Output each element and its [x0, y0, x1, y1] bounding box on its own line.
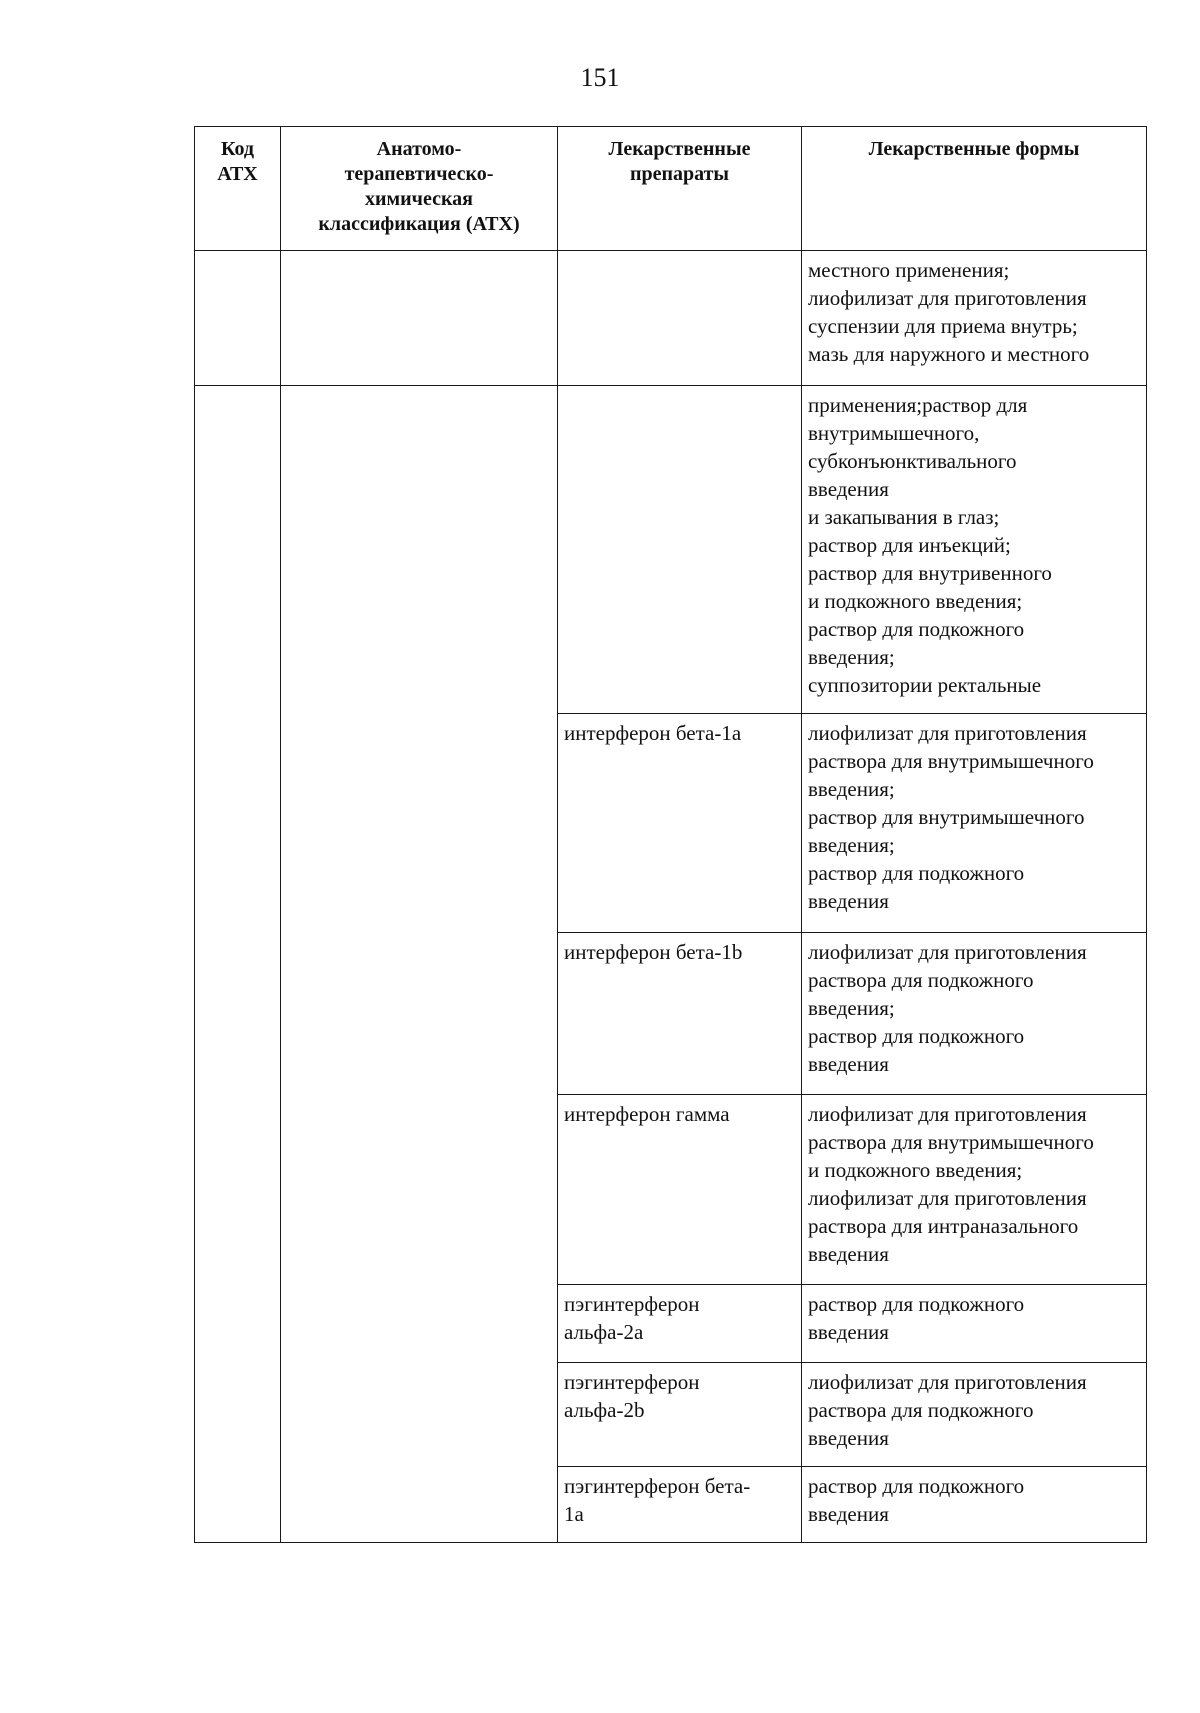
- classification-cell: [281, 386, 558, 714]
- header-code-atx: Код АТХ: [195, 127, 281, 251]
- code-cell: [195, 1285, 281, 1363]
- table-row: [195, 386, 1147, 714]
- drug-cell: пэгинтерферон бета- 1a: [558, 1467, 802, 1543]
- classification-cell: [281, 933, 558, 1095]
- drug-cell: [558, 251, 802, 386]
- drug-cell: интерферон бета-1a: [558, 714, 802, 933]
- forms-cell: лиофилизат для приготовления раствора для подкожного введения: [802, 1363, 1147, 1467]
- code-cell: [195, 1095, 281, 1285]
- table-row: [195, 1095, 1147, 1285]
- table-row: [195, 1363, 1147, 1467]
- table-row: [195, 251, 1147, 386]
- header-drugs: Лекарственные препараты: [558, 127, 802, 251]
- classification-cell: [281, 1285, 558, 1363]
- forms-cell: раствор для подкожного введения: [802, 1285, 1147, 1363]
- table-row: [195, 1285, 1147, 1363]
- table-row: [195, 1467, 1147, 1543]
- forms-cell: лиофилизат для приготовления раствора для подкожного введения; раствор для подкожного введения: [802, 933, 1147, 1095]
- forms-cell: местного применения; лиофилизат для приготовления суспензии для приема внутрь; мазь для наружного и местного: [802, 251, 1147, 386]
- classification-cell: [281, 251, 558, 386]
- classification-cell: [281, 1095, 558, 1285]
- code-cell: [195, 714, 281, 933]
- classification-cell: [281, 1467, 558, 1543]
- table-row: [195, 714, 1147, 933]
- drug-cell: пэгинтерферон альфа-2a: [558, 1285, 802, 1363]
- page-number: 151: [580, 63, 620, 92]
- forms-cell: раствор для подкожного введения: [802, 1467, 1147, 1543]
- code-cell: [195, 1467, 281, 1543]
- header-dosage-forms: Лекарственные формы: [802, 127, 1147, 251]
- forms-cell: лиофилизат для приготовления раствора для внутримышечного введения; раствор для внутримышечного введения; раствор для подкожного введения: [802, 714, 1147, 933]
- header-atx-classification: Анатомо- терапевтическо- химическая классификация (АТХ): [281, 127, 558, 251]
- drug-cell: [558, 386, 802, 714]
- drug-cell: пэгинтерферон альфа-2b: [558, 1363, 802, 1467]
- code-cell: [195, 1363, 281, 1467]
- drug-cell: интерферон гамма: [558, 1095, 802, 1285]
- classification-cell: [281, 714, 558, 933]
- table-row: [195, 933, 1147, 1095]
- drug-cell: интерферон бета-1b: [558, 933, 802, 1095]
- code-cell: [195, 251, 281, 386]
- code-cell: [195, 933, 281, 1095]
- table-header-row: [195, 127, 1147, 251]
- code-cell: [195, 386, 281, 714]
- forms-cell: лиофилизат для приготовления раствора для внутримышечного и подкожного введения; лиофилизат для приготовления раствора для интраназального введения: [802, 1095, 1147, 1285]
- atx-drug-table: [194, 126, 1147, 1543]
- forms-cell: применения;раствор для внутримышечного, субконъюнктивального введения и закапывания в глаз; раствор для инъекций; раствор для внутривенного и подкожного введения; раствор для подкожного введения; суппозитории ректальные: [802, 386, 1147, 714]
- classification-cell: [281, 1363, 558, 1467]
